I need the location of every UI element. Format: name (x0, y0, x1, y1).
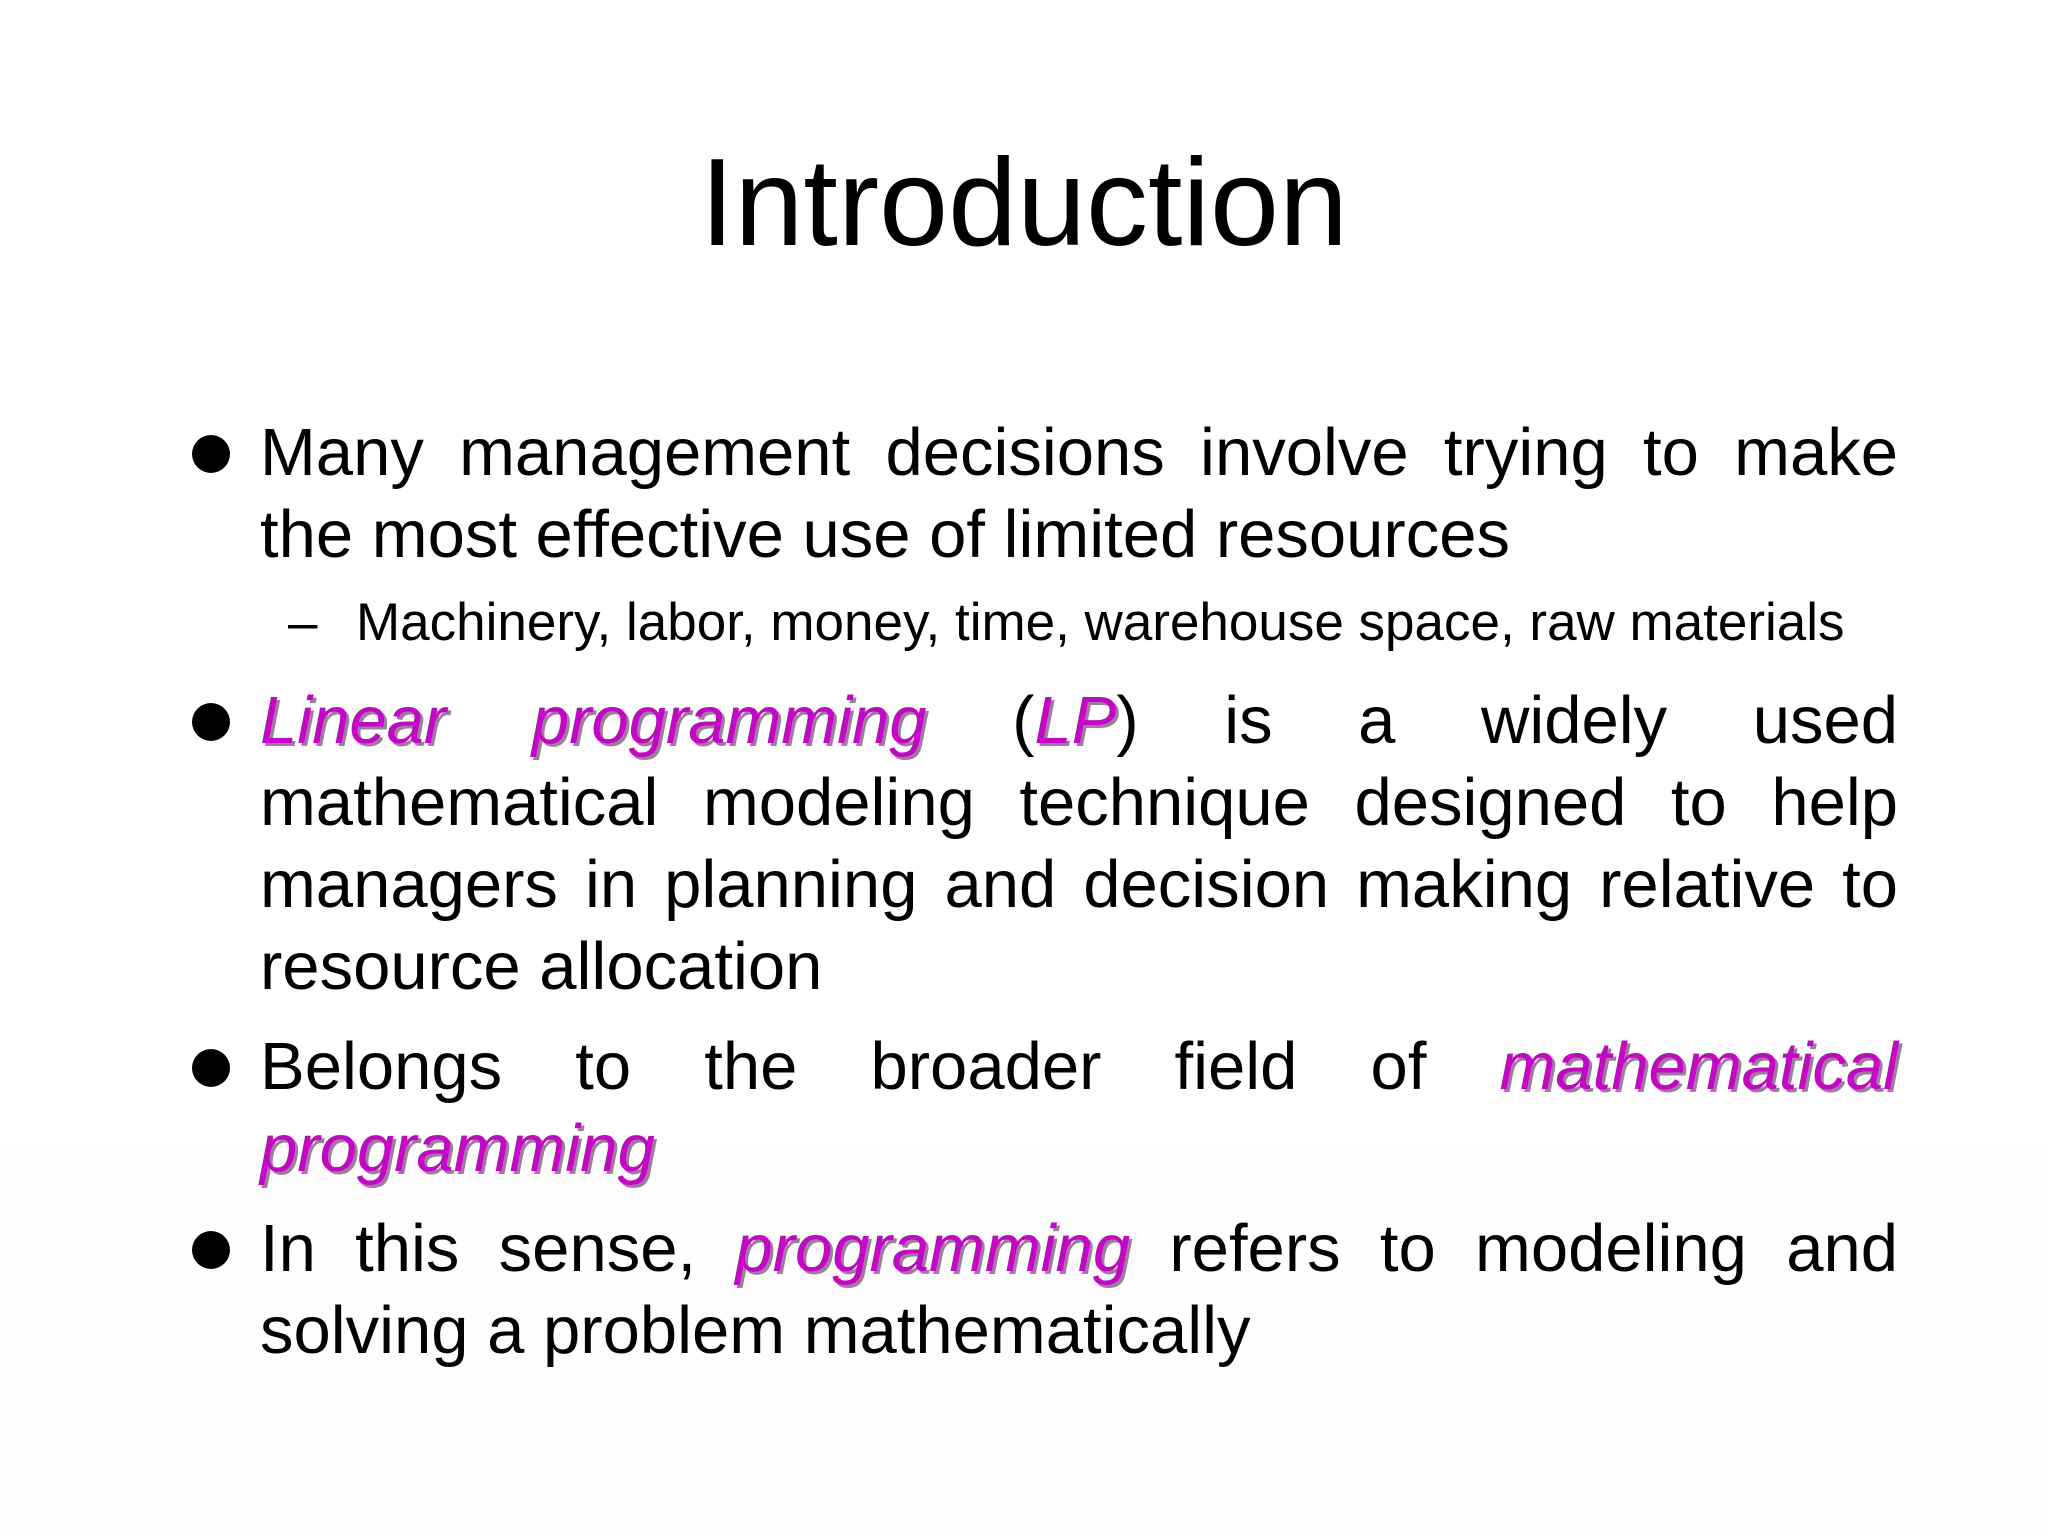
bullet-text: refers to modeling and solving a problem mathematically (260, 1211, 1899, 1368)
bullet-item (180, 1026, 1898, 1190)
bullet-text: Belongs to the broader field of (260, 1029, 1500, 1104)
slide-body (180, 412, 1898, 1372)
highlight-term: mathematical programming (260, 1029, 1898, 1186)
dash-icon: – (288, 593, 318, 652)
bullet-text: ( (926, 683, 1035, 758)
highlight-term: Linear programming (260, 683, 927, 758)
bullet-item (180, 680, 1898, 1008)
bullet-item (180, 412, 1898, 576)
bullet-text: In this sense, (260, 1211, 736, 1286)
sub-bullet-item (180, 588, 1898, 658)
bullet-item (180, 1208, 1898, 1372)
bullet-dot-icon (192, 1231, 230, 1269)
highlight-term: LP (1034, 683, 1117, 758)
bullet-text: ) is a widely used mathematical modeling technique designed to help managers in planning and decision making relative to resource allocation (260, 683, 1898, 1004)
bullet-text: Many management decisions involve trying to make the most effective use of limited resources (260, 415, 1898, 572)
bullet-dot-icon (192, 435, 230, 473)
bullet-dot-icon (192, 1049, 230, 1087)
highlight-term: programming (735, 1211, 1131, 1286)
bullet-dot-icon (192, 703, 230, 741)
slide-title: Introduction (700, 134, 1348, 272)
sub-bullet-text: Machinery, labor, money, time, warehouse space, raw materials (356, 593, 1845, 652)
